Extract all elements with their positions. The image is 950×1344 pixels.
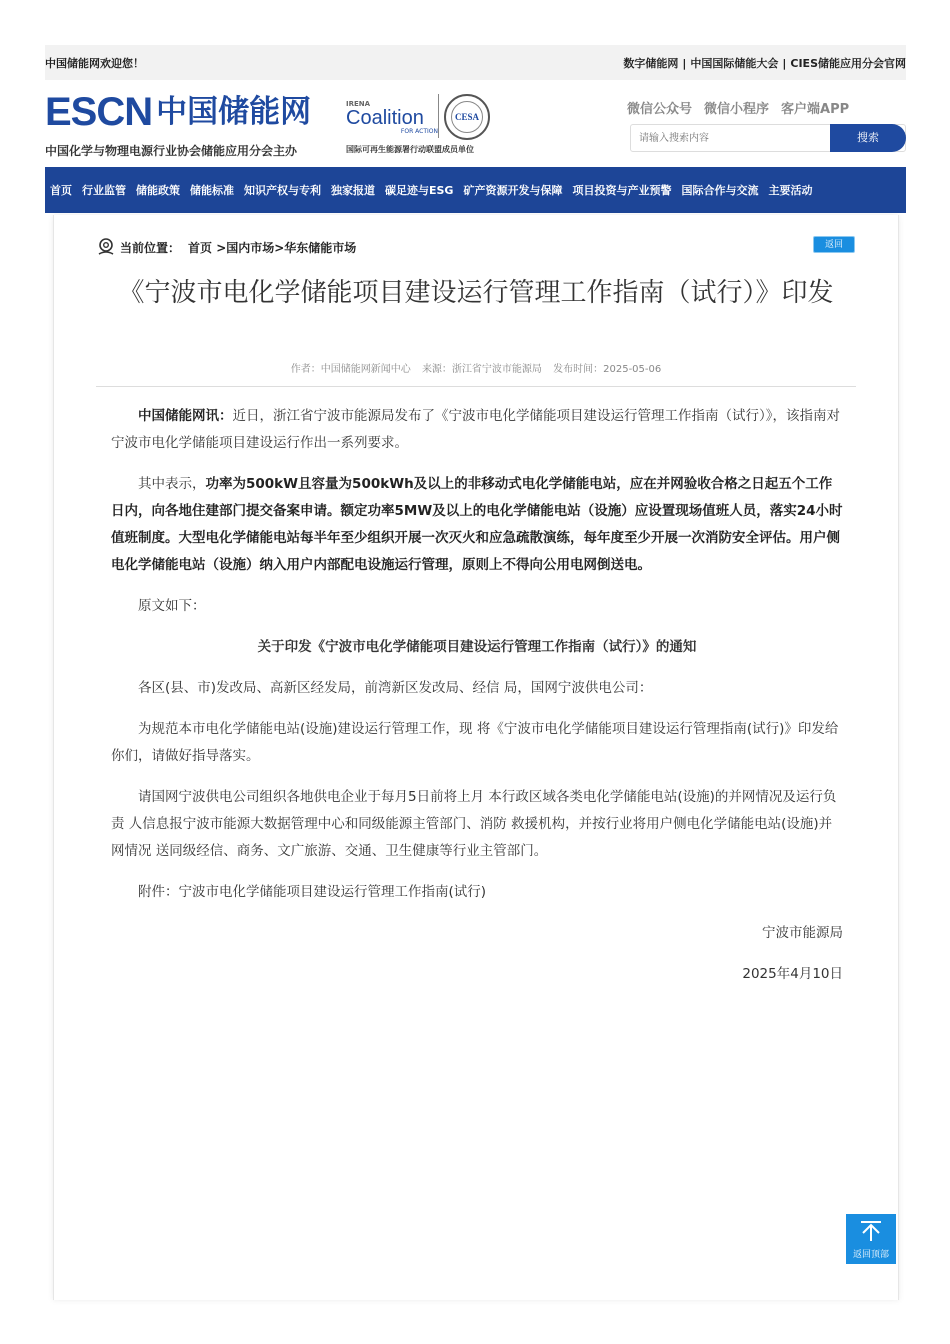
site-subtitle: 中国化学与物理电源行业协会储能应用分会主办 bbox=[45, 144, 298, 158]
back-to-top-label: 返回顶部 bbox=[852, 1250, 889, 1260]
title-divider bbox=[96, 386, 856, 387]
top-link-digital[interactable]: 数字储能网 bbox=[623, 57, 679, 70]
cesa-label: CESA bbox=[451, 101, 483, 133]
nav-item-minerals[interactable]: 矿产资源开发与保障 bbox=[463, 184, 563, 197]
nav-item-exclusive[interactable]: 独家报道 bbox=[331, 184, 375, 197]
top-link-cies[interactable]: CIES储能应用分会官网 bbox=[790, 57, 906, 70]
article-title: 《宁波市电化学储能项目建设运行管理工作指南（试行）》印发 bbox=[118, 278, 834, 308]
paragraph bbox=[111, 471, 843, 579]
article-container bbox=[53, 215, 899, 1300]
breadcrumb bbox=[96, 237, 356, 260]
irena-label: IRENA bbox=[346, 100, 371, 108]
wechat-official-link[interactable]: 微信公众号 bbox=[627, 102, 693, 117]
back-to-top-button[interactable] bbox=[846, 1214, 896, 1264]
site-header bbox=[45, 84, 906, 164]
paragraph-text: 近日，浙江省宁波市能源局发布了《宁波市电化学储能项目建设运行管理工作指南（试行）》，该指南对宁波市电化学储能项目建设运行作出一系列要求。 bbox=[111, 408, 840, 451]
wechat-miniprogram-link[interactable]: 微信小程序 bbox=[704, 102, 770, 117]
logo-divider bbox=[438, 94, 439, 138]
coalition-label: Coalition bbox=[346, 107, 424, 129]
paragraph: 为规范本市电化学储能电站(设施)建设运行管理工作，现 将《宁波市电化学储能项目建设运行管理指南(试行)》印发给 你们，请做好指导落实。 bbox=[111, 721, 839, 764]
member-text: 国际可再生能源署行动联盟成员单位 bbox=[346, 145, 474, 154]
paragraph: 各区(县、市)发改局、高新区经发局，前湾新区发改局、经信 局，国网宁波供电公司： bbox=[138, 680, 653, 696]
breadcrumb-label: 当前位置： bbox=[120, 241, 181, 255]
paragraph: 原文如下： bbox=[138, 598, 206, 614]
irena-coalition-logo bbox=[346, 100, 438, 135]
nav-item-esg[interactable]: 碳足迹与ESG bbox=[385, 184, 454, 197]
nav-item-policy[interactable]: 储能政策 bbox=[136, 184, 180, 197]
app-links bbox=[627, 98, 861, 117]
lead-text: 中国储能网讯： bbox=[138, 408, 233, 424]
location-pin-icon bbox=[96, 237, 116, 260]
for-action-label: FOR ACTION bbox=[400, 128, 438, 135]
nav-item-events[interactable]: 主要活动 bbox=[768, 184, 813, 197]
logo-chinese: 中国储能网 bbox=[156, 94, 312, 130]
meta-author: 作者：中国储能网新闻中心 bbox=[290, 364, 411, 375]
signature-date: 2025年4月10日 bbox=[742, 966, 843, 982]
meta-date: 发布时间：2025-05-06 bbox=[553, 364, 662, 375]
paragraph-text: 其中表示， bbox=[138, 476, 206, 492]
logo-latin: ESCN bbox=[45, 90, 153, 134]
nav-item-investment[interactable]: 项目投资与产业预警 bbox=[572, 184, 672, 197]
main-nav bbox=[45, 167, 906, 213]
top-links bbox=[623, 55, 906, 71]
site-logo[interactable] bbox=[45, 90, 311, 134]
article-body bbox=[111, 403, 843, 1002]
top-bar bbox=[45, 45, 906, 80]
paragraph bbox=[111, 403, 843, 457]
highlight-text: 功率为500kW且容量为500kWh及以上的非移动式电化学储能电站，应在并网验收合格之日起五个工作日内，向各地住建部门提交备案申请。额定功率5MW及以上的电化学储能电站（设施）应设置现场值班人员，落实24小时值班制度。大型电化学储能电站每半年至少组织开展一次灭火和应急疏散演练，每年度至少开展一次消防安全评估。用户侧电化学储能电站（设施）纳入用户内部配电设施运行管理，原则上不得向公用电网倒送电。 bbox=[111, 476, 843, 573]
cesa-seal-logo bbox=[444, 94, 490, 140]
client-app-link[interactable]: 客户端APP bbox=[781, 102, 850, 117]
paragraph: 请国网宁波供电公司组织各地供电企业于每月5日前将上月 本行政区域各类电化学储能电站(设施)的并网情况及运行负责 人信息报宁波市能源大数据管理中心和同级能源主管部门、消防 救援机构，并按行业将用户侧电化学储能电站(设施)并网情况 送同级经信、商务、文广旅游、交通、卫生健康等行业主管部门。 bbox=[111, 789, 837, 859]
top-link-conference[interactable]: 中国国际储能大会 bbox=[690, 57, 779, 70]
nav-item-regulation[interactable]: 行业监管 bbox=[82, 184, 126, 197]
arrow-up-icon bbox=[846, 1220, 896, 1246]
nav-item-international[interactable]: 国际合作与交流 bbox=[681, 184, 759, 197]
paragraph: 附件：宁波市电化学储能项目建设运行管理工作指南(试行) bbox=[138, 884, 487, 900]
top-link-separator: | bbox=[782, 57, 787, 70]
signature: 宁波市能源局 bbox=[762, 925, 843, 941]
nav-item-home[interactable]: 首页 bbox=[50, 184, 72, 197]
search-input[interactable] bbox=[631, 125, 831, 151]
nav-item-standards[interactable]: 储能标准 bbox=[190, 184, 234, 197]
welcome-text: 中国储能网欢迎您！ bbox=[45, 57, 144, 70]
article-meta bbox=[96, 360, 856, 375]
search-button[interactable]: 搜索 bbox=[830, 124, 906, 152]
meta-source: 来源：浙江省宁波市能源局 bbox=[421, 364, 542, 375]
search-box bbox=[630, 124, 906, 152]
back-button[interactable]: 返回 bbox=[813, 236, 855, 253]
top-link-separator: | bbox=[682, 57, 687, 70]
breadcrumb-path[interactable]: 首页 >国内市场>华东储能市场 bbox=[188, 241, 357, 255]
notice-title: 关于印发《宁波市电化学储能项目建设运行管理工作指南（试行）》的通知 bbox=[257, 639, 697, 655]
nav-item-ip[interactable]: 知识产权与专利 bbox=[244, 184, 321, 197]
